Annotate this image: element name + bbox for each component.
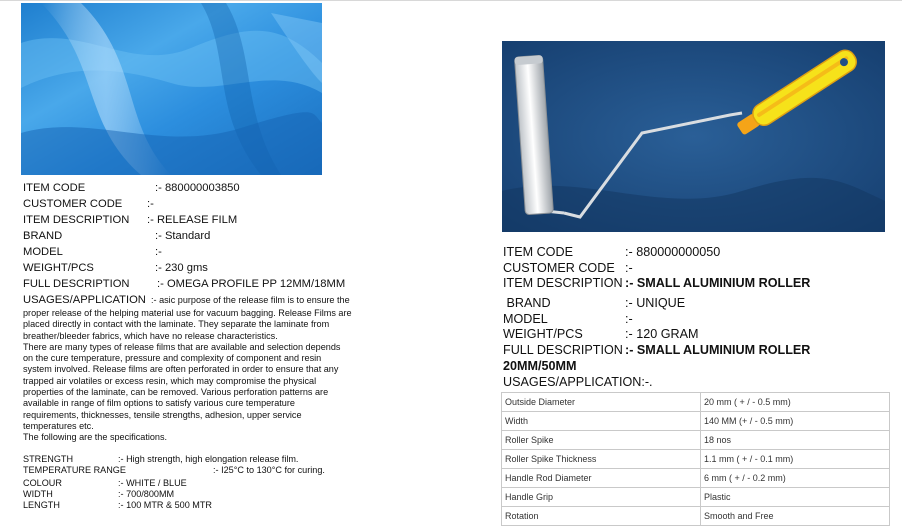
left-field-value: :- RELEASE FILM (147, 214, 238, 226)
spec-property: Roller Spike Thickness (502, 450, 701, 469)
table-row (502, 450, 890, 469)
left-field-label: ITEM CODE (23, 182, 86, 194)
spec-property: Rotation (502, 507, 701, 526)
right-usages-label: USAGES/APPLICATION:-. (503, 375, 653, 389)
right-field-value: :- UNIQUE (625, 296, 686, 310)
paragraph-line: requirements, thicknesses, tensile strengths, adhesion, upper service (23, 409, 302, 420)
right-field-value: :- SMALL ALUMINIUM ROLLER (625, 343, 811, 357)
left-usages-label: USAGES/APPLICATION (23, 294, 146, 306)
table-row (502, 412, 890, 431)
spec-value: :- WHITE / BLUE (118, 478, 187, 488)
release-film-photo (21, 3, 322, 175)
right-field-label: CUSTOMER CODE (503, 261, 615, 275)
left-field-label: FULL DESCRIPTION (23, 278, 130, 290)
left-field-value: :- 230 gms (155, 262, 208, 274)
spec-value: 20 mm ( + / - 0.5 mm) (701, 393, 890, 412)
left-field-value: :- OMEGA PROFILE PP 12MM/18MM (157, 278, 346, 290)
right-field-label: FULL DESCRIPTION (503, 343, 623, 357)
right-field-value: :- 880000000050 (625, 245, 721, 259)
right-field-value: :- (625, 312, 633, 326)
right-field-label: ITEM DESCRIPTION (503, 276, 623, 290)
left-field-value: :- (155, 246, 162, 258)
paragraph-line: on the cure temperature, pressure and complexity of component and resin (23, 353, 322, 364)
paragraph-line: proper release of the helping material use for vacuum bagging. Release Films are (23, 308, 352, 318)
left-field-label: BRAND (23, 230, 63, 242)
paragraph-line: trapped air volatiles or excess resin, which may compromise the physical (23, 375, 317, 386)
spec-value: :- 700/800MM (118, 489, 175, 499)
roller-spec-table (501, 392, 890, 526)
right-field-value: :- (625, 261, 633, 275)
spec-value: 1.1 mm ( + / - 0.1 mm) (701, 450, 890, 469)
table-row (502, 393, 890, 412)
spec-value: :- I25°C to 130°C for curing. (213, 465, 325, 475)
table-row (502, 469, 890, 488)
spec-property: Width (502, 412, 701, 431)
spec-value: Smooth and Free (701, 507, 890, 526)
paragraph-line: temperatures etc. (23, 420, 94, 431)
paragraph-line: properties of the laminate, can be removed. Various perforation patterns are (23, 387, 329, 398)
left-field-label: CUSTOMER CODE (23, 198, 123, 210)
spec-property: Handle Grip (502, 488, 701, 507)
spec-value: :- High strength, high elongation release film. (118, 454, 299, 464)
spec-value: 6 mm ( + / - 0.2 mm) (701, 469, 890, 488)
spec-label: LENGTH (23, 500, 60, 510)
right-field-label: MODEL (503, 312, 548, 326)
spec-label: COLOUR (23, 478, 62, 488)
spec-property: Handle Rod Diameter (502, 469, 701, 488)
right-field-value: :- SMALL ALUMINIUM ROLLER (625, 276, 811, 290)
table-row (502, 431, 890, 450)
left-field-value: :- Standard (155, 230, 211, 242)
left-field-value: :- (147, 198, 154, 210)
left-field-label: WEIGHT/PCS (23, 262, 94, 274)
spec-value: 18 nos (701, 431, 890, 450)
left-usages-heading-row (23, 293, 350, 307)
paragraph-line: system involved. Release films are often perforated in order to ensure that any (23, 364, 339, 375)
left-field-label: MODEL (23, 246, 63, 258)
left-field-value: :- 880000003850 (155, 182, 240, 194)
spec-property: Roller Spike (502, 431, 701, 450)
paragraph-line: There are many types of release films that are available and selection depends (23, 341, 341, 352)
paragraph-line: placed directly in contact with the laminate. They separate the laminate from (23, 319, 330, 330)
spec-label: TEMPERATURE RANGE (23, 465, 126, 475)
aluminium-roller-photo (502, 41, 885, 232)
paragraph-line: breather/bleeder fabrics, which have no release characteristics. (23, 330, 278, 341)
paragraph-line: available in range of film options to satisfy various cure temperature (23, 398, 295, 409)
spec-value: Plastic (701, 488, 890, 507)
spec-value: 140 MM (+ / - 0.5 mm) (701, 412, 890, 431)
left-usages-first-line: :- asic purpose of the release film is to ensure the (151, 295, 350, 305)
paragraph-line: The following are the specifications. (23, 432, 168, 443)
right-field-label: WEIGHT/PCS (503, 327, 583, 341)
right-field-label: ITEM CODE (503, 245, 573, 259)
spec-property: Outside Diameter (502, 393, 701, 412)
spec-label: STRENGTH (23, 454, 74, 464)
right-field-label: BRAND (503, 296, 551, 310)
table-row (502, 507, 890, 526)
right-field-value: :- 120 GRAM (625, 327, 699, 341)
spec-label: WIDTH (23, 489, 53, 499)
left-field-label: ITEM DESCRIPTION (23, 214, 130, 226)
left-usages-paragraph (23, 308, 393, 444)
table-row (502, 488, 890, 507)
spec-value: :- 100 MTR & 500 MTR (118, 500, 212, 510)
page-top-border (0, 0, 902, 1)
right-full-description-continued: 20MM/50MM (503, 359, 577, 373)
